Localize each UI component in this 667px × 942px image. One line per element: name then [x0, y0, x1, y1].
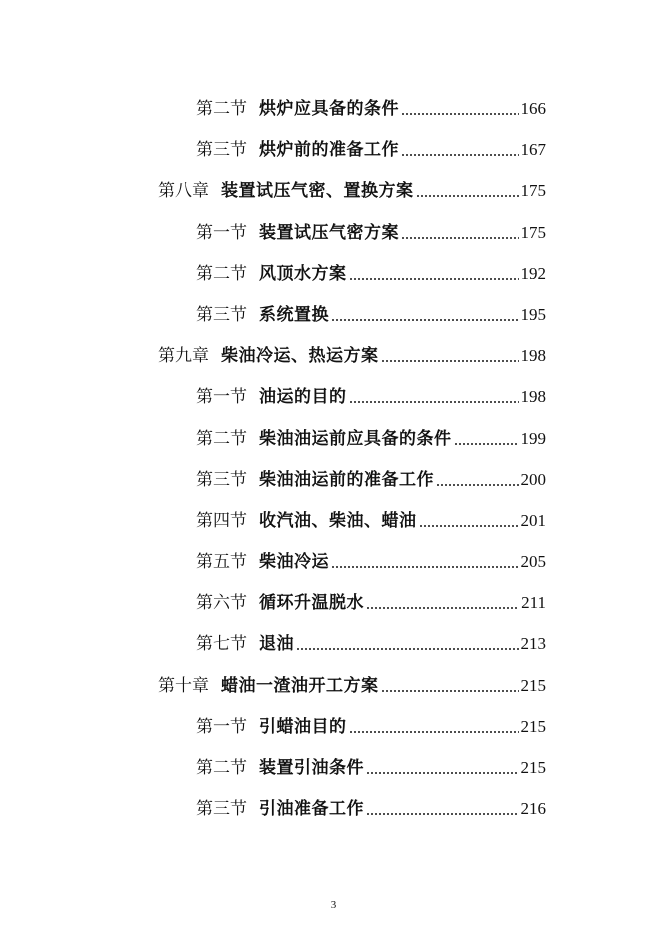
toc-entry-number: 第四节	[196, 510, 247, 531]
toc-dot-leader	[416, 195, 519, 197]
toc-section-entry[interactable]	[0, 130, 667, 171]
toc-section-entry[interactable]	[0, 460, 667, 501]
toc-entry-number: 第三节	[196, 469, 247, 490]
toc-entry-row	[196, 426, 546, 452]
toc-section-entry[interactable]	[0, 789, 667, 830]
toc-entry-page: 175	[520, 222, 546, 242]
toc-entry-row	[196, 220, 546, 246]
toc-dot-leader	[366, 607, 519, 609]
toc-entry-page: 175	[520, 181, 546, 201]
table-of-contents	[0, 89, 667, 830]
toc-entry-title: 油运的目的	[259, 387, 347, 408]
toc-chapter-entry[interactable]	[0, 666, 667, 707]
toc-entry-row	[196, 755, 546, 781]
toc-section-entry[interactable]	[0, 254, 667, 295]
toc-entry-page: 205	[520, 552, 546, 572]
toc-entry-row	[196, 96, 546, 122]
toc-section-entry[interactable]	[0, 213, 667, 254]
toc-entry-page: 201	[520, 510, 546, 530]
toc-entry-title: 收汽油、柴油、蜡油	[259, 510, 417, 531]
toc-entry-row	[196, 467, 546, 493]
toc-section-entry[interactable]	[0, 583, 667, 624]
toc-entry-number: 第二节	[196, 99, 247, 119]
toc-entry-number: 第十章	[158, 675, 209, 696]
toc-entry-row	[196, 137, 546, 163]
toc-entry-page: 166	[520, 99, 546, 118]
toc-entry-number: 第六节	[196, 593, 247, 614]
toc-dot-leader	[419, 525, 519, 527]
toc-entry-number: 第七节	[196, 634, 247, 655]
toc-dot-leader	[401, 113, 519, 115]
toc-entry-number: 第三节	[196, 304, 247, 325]
toc-section-entry[interactable]	[0, 419, 667, 460]
toc-entry-title: 柴油冷运	[259, 552, 329, 573]
toc-entry-number: 第三节	[196, 140, 247, 161]
toc-section-entry[interactable]	[0, 748, 667, 789]
toc-entry-title: 退油	[259, 634, 294, 655]
toc-dot-leader	[401, 154, 519, 156]
toc-entry-page: 213	[520, 634, 546, 654]
toc-entry-row	[158, 343, 546, 369]
toc-entry-page: 198	[520, 387, 546, 407]
toc-dot-leader	[366, 772, 519, 774]
page-number: 3	[330, 899, 337, 911]
toc-entry-row	[196, 631, 546, 657]
toc-dot-leader	[349, 278, 519, 280]
toc-entry-number: 第一节	[196, 387, 247, 408]
toc-section-entry[interactable]	[0, 501, 667, 542]
toc-dot-leader	[381, 690, 519, 692]
toc-entry-row	[158, 178, 546, 204]
toc-entry-number: 第一节	[196, 716, 247, 737]
toc-entry-title: 装置试压气密方案	[259, 222, 399, 243]
toc-entry-page: 211	[521, 593, 546, 613]
toc-section-entry[interactable]	[0, 707, 667, 748]
toc-chapter-entry[interactable]	[0, 171, 667, 212]
toc-entry-title: 风顶水方案	[259, 263, 347, 284]
toc-chapter-entry[interactable]	[0, 336, 667, 377]
toc-entry-number: 第二节	[196, 263, 247, 284]
toc-entry-row	[158, 673, 546, 699]
toc-entry-page: 199	[520, 428, 546, 448]
toc-dot-leader	[349, 401, 519, 403]
toc-entry-title: 烘炉应具备的条件	[259, 99, 399, 119]
toc-dot-leader	[349, 731, 519, 733]
toc-entry-page: 215	[520, 716, 546, 736]
toc-entry-number: 第三节	[196, 799, 247, 820]
toc-entry-number: 第五节	[196, 552, 247, 573]
toc-section-entry[interactable]	[0, 295, 667, 336]
toc-entry-row	[196, 796, 546, 822]
toc-entry-number: 第一节	[196, 222, 247, 243]
toc-entry-title: 柴油油运前应具备的条件	[259, 428, 452, 449]
toc-entry-title: 柴油冷运、热运方案	[221, 346, 379, 367]
toc-entry-number: 第二节	[196, 428, 247, 449]
toc-entry-row	[196, 714, 546, 740]
toc-dot-leader	[296, 648, 519, 650]
toc-dot-leader	[454, 443, 519, 445]
toc-entry-page: 195	[520, 304, 546, 324]
toc-dot-leader	[381, 360, 519, 362]
toc-entry-title: 烘炉前的准备工作	[259, 140, 399, 161]
toc-entry-page: 215	[520, 675, 546, 695]
toc-section-entry[interactable]	[0, 377, 667, 418]
toc-entry-title: 系统置换	[259, 304, 329, 325]
toc-entry-page: 200	[520, 469, 546, 489]
toc-dot-leader	[331, 566, 519, 568]
toc-dot-leader	[401, 237, 519, 239]
toc-entry-title: 循环升温脱水	[259, 593, 364, 614]
toc-entry-row	[196, 302, 546, 328]
toc-entry-number: 第九章	[158, 346, 209, 367]
toc-entry-page: 192	[520, 263, 546, 283]
toc-entry-title: 柴油油运前的准备工作	[259, 469, 434, 490]
toc-entry-row	[196, 261, 546, 287]
toc-entry-row	[196, 508, 546, 534]
toc-entry-page: 167	[520, 140, 546, 160]
toc-entry-number: 第二节	[196, 758, 247, 778]
toc-entry-row	[196, 549, 546, 575]
toc-section-entry[interactable]	[0, 624, 667, 665]
toc-entry-title: 引蜡油目的	[259, 716, 347, 737]
toc-entry-title: 蜡油一渣油开工方案	[221, 675, 379, 696]
toc-entry-title: 装置引油条件	[259, 758, 364, 778]
toc-section-entry[interactable]	[0, 542, 667, 583]
toc-entry-number: 第八章	[158, 181, 209, 202]
toc-dot-leader	[436, 484, 519, 486]
toc-entry-title: 引油准备工作	[259, 799, 364, 820]
toc-entry-row	[196, 384, 546, 410]
toc-entry-title: 装置试压气密、置换方案	[221, 181, 414, 202]
toc-entry-page: 216	[520, 799, 546, 819]
toc-dot-leader	[331, 319, 519, 321]
toc-section-entry[interactable]	[0, 89, 667, 130]
toc-entry-page: 215	[520, 758, 546, 777]
toc-entry-row	[196, 590, 546, 616]
toc-dot-leader	[366, 813, 519, 815]
toc-entry-page: 198	[520, 346, 546, 366]
